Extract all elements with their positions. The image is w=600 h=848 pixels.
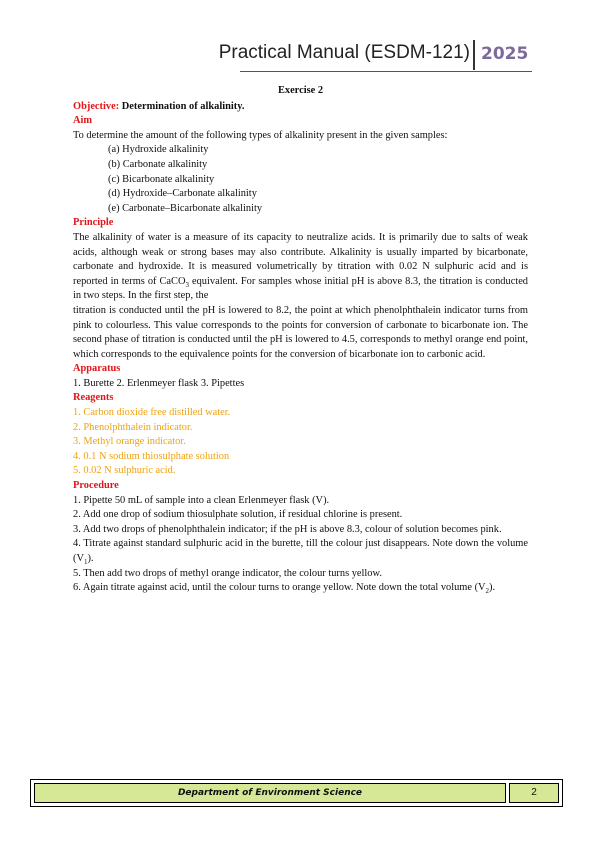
reagent-item: 4. 0.1 N sodium thiosulphate solution [73, 450, 230, 462]
reagents-list [73, 406, 528, 479]
aim-item: (d) Hydroxide–Carbonate alkalinity [108, 188, 257, 200]
footer-department-box [34, 783, 506, 803]
procedure-step [73, 537, 528, 566]
procedure-step: 1. Pipette 50 mL of sample into a clean Erlenmeyer flask (V). [73, 494, 330, 506]
page-number: 2 [509, 783, 559, 803]
aim-intro: To determine the amount of the following types of alkalinity present in the given samples: [73, 129, 448, 141]
objective-text: Determination of alkalinity. [119, 100, 245, 112]
principle-paragraph-2: titration is conducted until the pH is lowered to 8.2, the point at which phenolphthalein indicator turns from pink to colourless. This value corresponds to the points for conversion of carbonate to bicarbonate ion. The second phase of titration is conducted until the pH is lowered to 4.5, corresponds to methyl orange end point, which corresponds to the equivalence points for the conversion of bicarbonate ion to carbonic acid. [73, 304, 528, 360]
principle-text: equivalent. For samples whose initial pH is above 8.3, the titration is conducted in two steps. In the first step, the [73, 275, 529, 302]
manual-title: Practical Manual (ESDM-121) [218, 42, 470, 63]
exercise-title: Exercise 2 [277, 85, 324, 96]
procedure-step: 3. Add two drops of phenolphthalein indicator; if the pH is above 8.3, colour of solution becomes pink. [73, 523, 502, 535]
page-footer [30, 779, 563, 807]
step-text: 4. Titrate against standard sulphuric acid in the burette, till the colour just disappears. Note down the volume (V [73, 538, 528, 564]
step-text: ). [489, 582, 496, 594]
apparatus-heading: Apparatus [73, 363, 121, 375]
procedure-step: 5. Then add two drops of methyl orange indicator, the colour turns yellow. [73, 567, 382, 579]
reagent-item: 5. 0.02 N sulphuric acid. [73, 465, 176, 477]
procedure-step [73, 581, 528, 596]
reagent-item: 3. Methyl orange indicator. [73, 436, 186, 448]
objective-label: Objective: [73, 100, 120, 112]
manual-year: 2025 [481, 44, 529, 64]
header-rule [240, 71, 532, 72]
aim-item: (a) Hydroxide alkalinity [108, 144, 209, 156]
procedure-list [73, 494, 528, 596]
aim-item: (c) Bicarbonate alkalinity [108, 173, 215, 185]
page-content [73, 84, 528, 596]
page-header [0, 40, 600, 72]
aim-list [73, 143, 528, 216]
header-divider [473, 40, 475, 70]
procedure-heading: Procedure [73, 480, 119, 492]
aim-heading: Aim [73, 115, 93, 127]
reagent-item: 1. Carbon dioxide free distilled water. [73, 407, 231, 419]
procedure-step: 2. Add one drop of sodium thiosulphate solution, if residual chlorine is present. [73, 509, 403, 521]
aim-item: (b) Carbonate alkalinity [108, 158, 208, 170]
aim-item: (e) Carbonate–Bicarbonate alkalinity [108, 202, 263, 214]
step-text: ). [87, 553, 94, 564]
subscript: 1 [83, 558, 88, 567]
principle-text: The alkalinity of water is a measure of its capacity to neutralize acids. It is primarily due to salts of weak acids, although weak or strong bases may also contribute. Alkalinity is usually imparted by bicarbonate, carbonate and hydroxide. It is measured volumetrically by titration with 0.02 N sulphuric acid and is reported in terms of CaCO [73, 231, 528, 287]
apparatus-text: 1. Burette 2. Erlenmeyer flask 3. Pipettes [73, 377, 245, 389]
department-name: Department of Environment Science [177, 788, 363, 798]
step-text: 6. Again titrate against acid, until the colour turns to orange yellow. Note down the total volume (V [73, 582, 486, 594]
principle-paragraph-1 [73, 231, 528, 304]
objective [73, 100, 528, 115]
reagent-item: 2. Phenolphthalein indicator. [73, 421, 193, 433]
principle-heading: Principle [73, 217, 114, 229]
subscript: 3 [185, 280, 189, 289]
subscript: 2 [485, 587, 490, 596]
reagents-heading: Reagents [73, 392, 114, 404]
